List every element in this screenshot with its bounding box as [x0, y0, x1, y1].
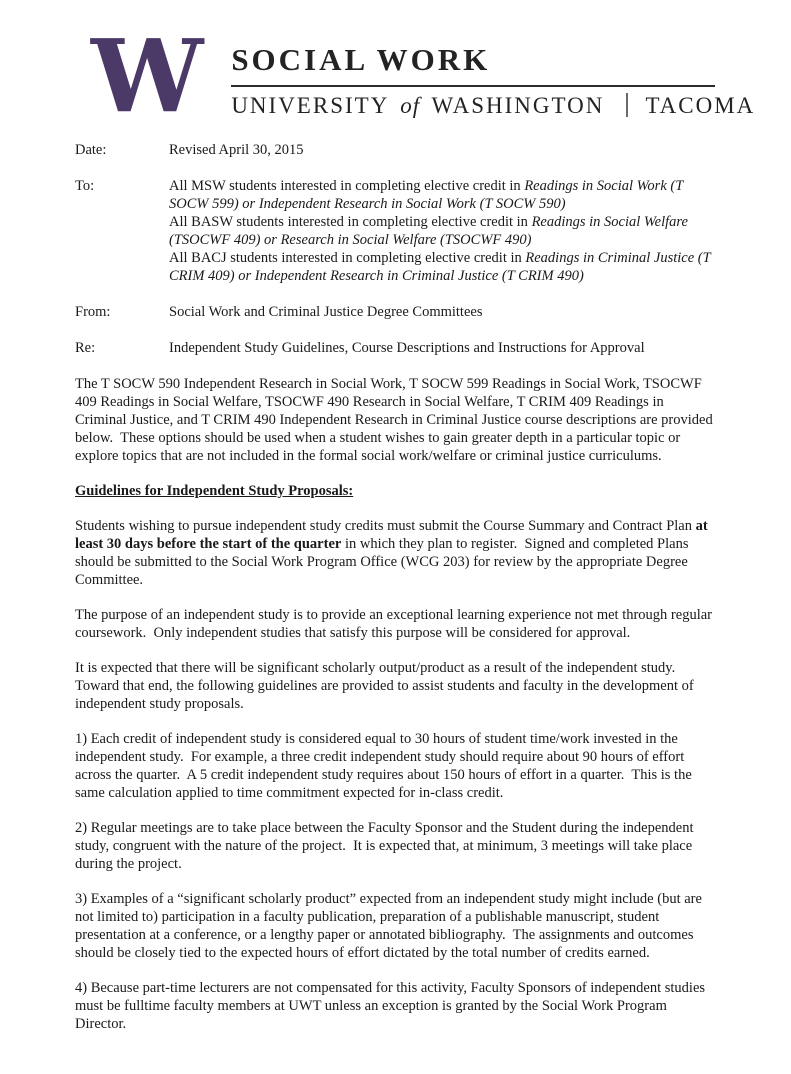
guideline-1 [75, 730, 715, 802]
memo-label-re: Re: [75, 340, 96, 356]
text-run-bold: at least 30 days before the start of the quarter [75, 518, 712, 552]
guideline-3 [75, 890, 715, 962]
text-run: 4) Because part-time lecturers are not compensated for this activity, Faculty Sponsors of independent studies must be fulltime faculty members at UWT unless an exception is granted by the Social Work Program Director. [75, 980, 709, 1032]
expectation-paragraph [75, 659, 715, 713]
letterhead [75, 17, 756, 135]
memo-label-from: From: [75, 304, 111, 320]
university-word: UNIVERSITY [231, 93, 389, 118]
text-run: The T SOCW 590 Independent Research in Social Work, T SOCW 599 Readings in Social Work, TSOCWF 409 Readings in Social Welfare, TSOCWF 490 Research in Social Welfare, T CRIM 409 Readings in Criminal Justice, and T CRIM 490 Independent Research in Criminal Justice course descriptions are provided below. These options should be used when a student wishes to gain greater depth in a particular topic or explore topics that are not included in the formal social work/welfare or criminal justice curriculums. [75, 376, 717, 464]
campus-divider-bar [626, 93, 628, 117]
text-run: Independent Study Guidelines, Course Descriptions and Instructions for Approval [169, 340, 645, 356]
text-run: in which they plan to register. Signed and completed Plans should be submitted to the Social Work Program Office (WCG 203) for review by the appropriate Degree Committee. [75, 536, 693, 588]
university-wordmark [231, 93, 756, 119]
memo-label-date: Date: [75, 142, 107, 158]
text-run: Social Work and Criminal Justice Degree Committees [169, 304, 483, 320]
memo-header [75, 141, 715, 357]
letter-body [75, 375, 715, 1033]
memo-line [169, 339, 715, 357]
washington-word: WASHINGTON [431, 93, 605, 118]
submission-paragraph [75, 517, 715, 589]
memo-line [169, 213, 715, 249]
memo-line [169, 177, 715, 213]
memo-value-re [169, 339, 715, 357]
campus-name: TACOMA [645, 93, 756, 118]
intro-paragraph [75, 375, 715, 465]
uw-block-w-logo: W [91, 17, 204, 135]
text-run: 1) Each credit of independent study is considered equal to 30 hours of student time/work invested in the independent study. For example, a three credit independent study should require about 90 hours of effort across the quarter. A 5 credit independent study requires about 150 hours of effort in a quarter. This is the same calculation applied to time commitment expected for in-class credit. [75, 731, 696, 801]
text-run: All BACJ students interested in completing elective credit in [169, 250, 526, 266]
memo-field-from [75, 303, 715, 321]
text-run-italic: Readings in Social Welfare (TSOCWF 409) or Research in Social Welfare (TSOCWF 490) [169, 214, 692, 248]
text-run-italic: Readings in Social Work (T SOCW 599) or Independent Research in Social Work (T SOCW 590) [169, 178, 687, 212]
memo-field-re [75, 339, 715, 357]
memo-value-to [169, 177, 715, 285]
text-run: 3) Examples of a “significant scholarly product” expected from an independent study might include (but are not limited to) participation in a faculty publication, preparation of a publishable manuscript, student presentation at a conference, or a lengthy paper or annotated bibliography. The assignments and outcomes should be closely tied to the expected hours of effort dictated by the total number of credits earned. [75, 891, 706, 961]
text-run-bold-underline: Guidelines for Independent Study Proposals: [75, 483, 354, 499]
text-run: The purpose of an independent study is to provide an exceptional learning experience not met through regular coursework. Only independent studies that satisfy this purpose will be considered for approval. [75, 607, 716, 641]
department-name: SOCIAL WORK [231, 42, 491, 77]
text-run: All MSW students interested in completing elective credit in [169, 178, 525, 194]
text-run: Students wishing to pursue independent study credits must submit the Course Summary and Contract Plan [75, 518, 696, 534]
guideline-4 [75, 979, 715, 1033]
guideline-2 [75, 819, 715, 873]
memo-field-date [75, 141, 715, 159]
of-word: of [400, 93, 421, 118]
text-run: 2) Regular meetings are to take place between the Faculty Sponsor and the Student during the independent study, congruent with the nature of the project. It is expected that, at minimum, 3 meetings will take place during the project. [75, 820, 698, 872]
guidelines-heading [75, 482, 715, 500]
text-run-italic: Readings in Criminal Justice (T CRIM 409) or Independent Research in Criminal Justice (T CRIM 490) [169, 250, 715, 284]
text-run: Revised April 30, 2015 [169, 142, 304, 158]
purpose-paragraph [75, 606, 715, 642]
memo-line [169, 249, 715, 285]
wordmark [231, 38, 756, 119]
memo-value-date [169, 141, 715, 159]
memo-field-to [75, 177, 715, 285]
memo-label-to: To: [75, 178, 95, 194]
text-run: It is expected that there will be significant scholarly output/product as a result of the independent study. Toward that end, the following guidelines are provided to assist students and faculty in the development of independent study proposals. [75, 660, 698, 712]
memo-value-from [169, 303, 715, 321]
header-rule [231, 85, 715, 87]
text-run: All BASW students interested in completing elective credit in [169, 214, 532, 230]
memo-line [169, 303, 715, 321]
memo-line [169, 141, 715, 159]
